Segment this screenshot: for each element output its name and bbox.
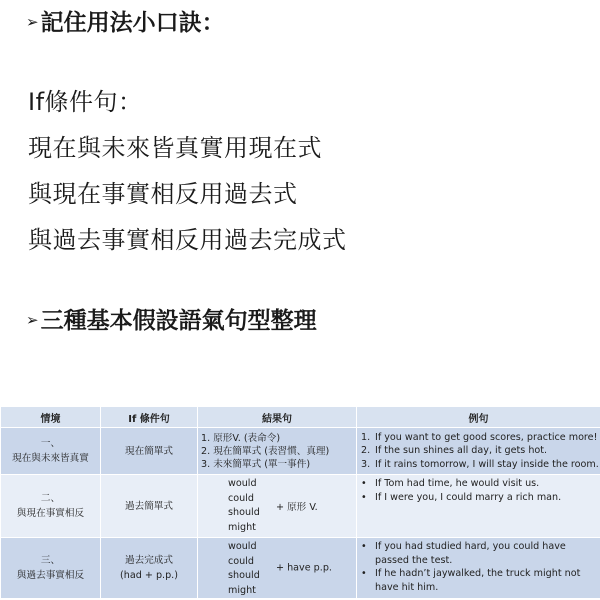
patterns-heading-text: 三種基本假設語氣句型整理 xyxy=(40,308,317,334)
header-context: 情境 xyxy=(1,407,101,428)
if-clause-form: (had + p.p.) xyxy=(120,570,178,581)
if-clause-tense: 過去簡單式 xyxy=(125,500,173,512)
if-clause-cell xyxy=(101,428,198,475)
example-text: If he hadn’t jaywalked, the truck might not have hit him. xyxy=(375,568,581,593)
context-cell xyxy=(1,428,101,475)
arrow-bullet-icon: ➢ xyxy=(26,13,39,31)
arrow-bullet-icon: ➢ xyxy=(26,311,39,329)
modal-verb: would xyxy=(228,541,257,552)
result-item: 3. 未來簡單式 (單一事件) xyxy=(201,458,311,470)
context-cell xyxy=(1,538,101,599)
context-number: 二、 xyxy=(40,493,61,504)
if-clause-cell xyxy=(101,538,198,599)
example-cell xyxy=(357,428,600,475)
modal-verb: could xyxy=(228,492,254,504)
modal-verb: would xyxy=(228,478,257,489)
rule-present-future: 現在與未來皆真實用現在式 xyxy=(28,134,322,162)
example-text: If you want to get good scores, practice more! xyxy=(375,431,598,443)
header-example: 例句 xyxy=(357,407,600,428)
modal-verb: should xyxy=(228,507,260,518)
result-cell xyxy=(198,538,357,599)
verb-form: + 原形 V. xyxy=(276,502,318,513)
example-text: If Tom had time, he would visit us. xyxy=(375,478,540,489)
table-row xyxy=(1,475,600,538)
patterns-heading xyxy=(26,305,317,336)
rule-contrary-present: 與現在事實相反用過去式 xyxy=(28,180,298,208)
modal-verb: should xyxy=(228,570,260,581)
conditional-table xyxy=(0,406,600,599)
context-label: 與現在事實相反 xyxy=(16,508,85,519)
mnemonic-heading xyxy=(26,7,225,38)
result-item: 2. 現在簡單式 (表習慣、真理) xyxy=(201,445,330,457)
rule-contrary-past: 與過去事實相反用過去完成式 xyxy=(28,226,347,254)
if-clause-tense: 現在簡單式 xyxy=(125,445,173,457)
if-clause-title: If條件句： xyxy=(28,88,143,116)
table-row xyxy=(1,538,600,599)
table-header-row xyxy=(1,407,600,428)
example-marker: 3. xyxy=(361,458,371,470)
example-cell xyxy=(357,475,600,538)
example-item xyxy=(361,567,598,594)
modal-verb: could xyxy=(228,555,254,567)
example-item xyxy=(361,431,598,445)
if-clause-cell xyxy=(101,475,198,538)
context-number: 一、 xyxy=(40,438,61,449)
header-if-clause: If 條件句 xyxy=(101,407,198,428)
example-text: If the sun shines all day, it gets hot. xyxy=(375,445,548,457)
context-cell xyxy=(1,475,101,538)
result-item: 1. 原形V. (表命令) xyxy=(201,432,281,444)
bullet-icon: • xyxy=(361,568,367,579)
header-result-clause: 結果句 xyxy=(198,407,357,428)
example-text: If it rains tomorrow, I will stay inside the room. xyxy=(375,458,599,470)
if-clause-tense: 過去完成式 xyxy=(125,555,173,566)
example-item xyxy=(361,458,598,472)
mnemonic-heading-text: 記住用法小口訣： xyxy=(40,10,225,36)
example-text: If you had studied hard, you could have passed the test. xyxy=(375,541,566,566)
context-label: 與過去事實相反 xyxy=(16,570,85,581)
example-marker: 1. xyxy=(361,431,371,443)
bullet-icon: • xyxy=(361,491,367,503)
table-row xyxy=(1,428,600,475)
example-item xyxy=(361,444,598,458)
result-cell xyxy=(198,428,357,475)
example-item xyxy=(361,540,598,567)
result-cell xyxy=(198,475,357,538)
context-number: 三、 xyxy=(40,555,61,566)
example-cell xyxy=(357,538,600,599)
example-text: If I were you, I could marry a rich man. xyxy=(375,491,562,503)
modal-verb: might xyxy=(228,584,256,596)
context-label: 現在與未來皆真實 xyxy=(12,453,89,464)
bullet-icon: • xyxy=(361,478,367,489)
verb-form: + have p.p. xyxy=(276,562,332,574)
modal-verb: might xyxy=(228,521,256,533)
example-marker: 2. xyxy=(361,445,371,457)
example-item xyxy=(361,491,598,505)
example-item xyxy=(361,477,598,491)
bullet-icon: • xyxy=(361,541,367,552)
